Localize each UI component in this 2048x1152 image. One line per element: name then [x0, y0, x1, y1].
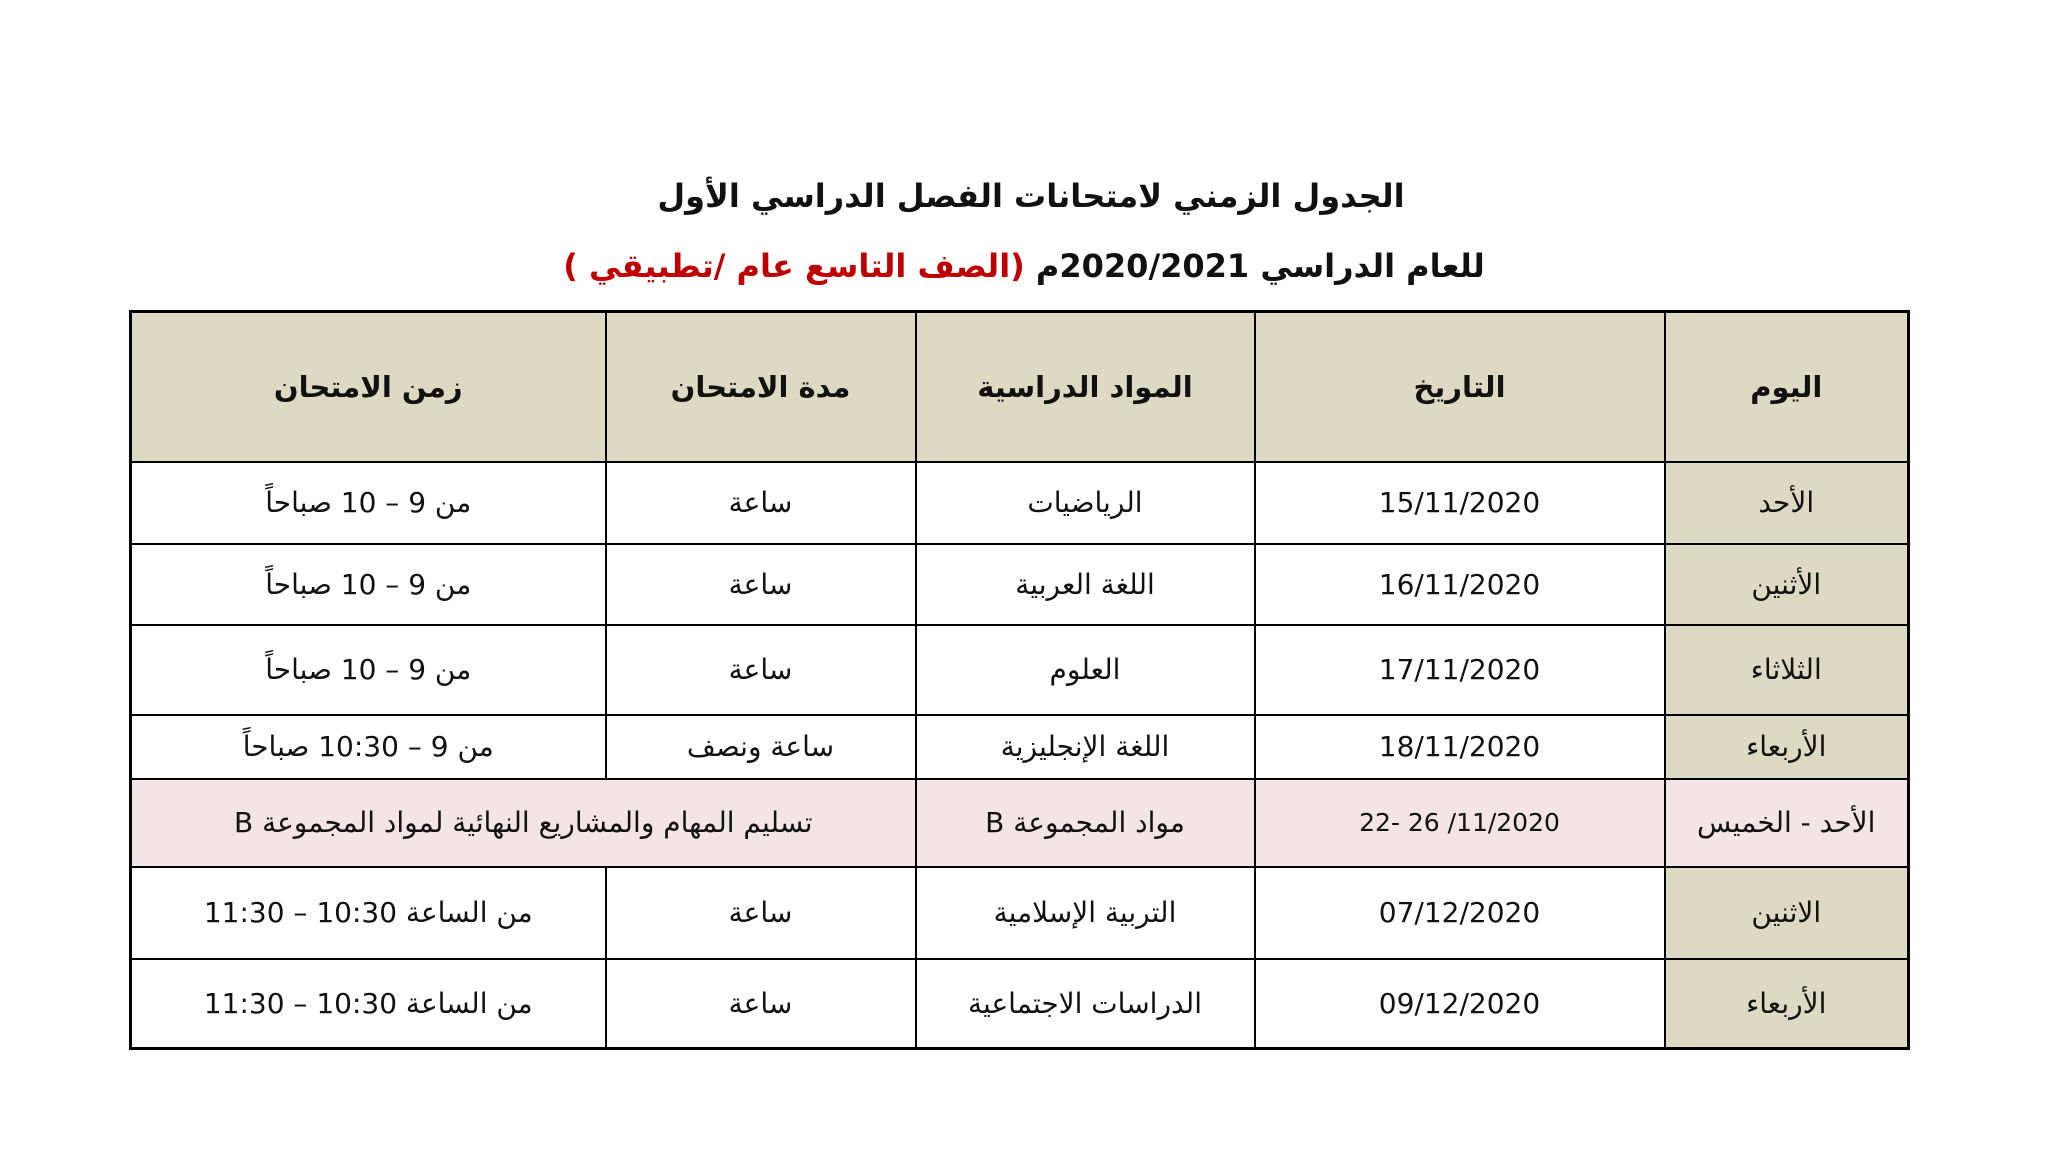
header-day: اليوم — [1665, 312, 1909, 462]
table-row — [131, 462, 1909, 544]
cell-date: 07/12/2020 — [1255, 867, 1665, 959]
cell-date: 09/12/2020 — [1255, 959, 1665, 1049]
cell-duration: ساعة — [606, 544, 916, 625]
cell-date: 18/11/2020 — [1255, 715, 1665, 779]
cell-day: الثلاثاء — [1665, 625, 1909, 715]
table-row — [131, 544, 1909, 625]
exam-schedule-table — [129, 310, 1910, 1050]
cell-time: من 9 – 10 صباحاً — [131, 462, 606, 544]
header-duration: مدة الامتحان — [606, 312, 916, 462]
table-row — [131, 959, 1909, 1049]
cell-duration: ساعة — [606, 462, 916, 544]
cell-subject: العلوم — [916, 625, 1255, 715]
cell-day: الاثنين — [1665, 867, 1909, 959]
cell-duration: ساعة — [606, 959, 916, 1049]
cell-subject: اللغة الإنجليزية — [916, 715, 1255, 779]
cell-date: 15/11/2020 — [1255, 462, 1665, 544]
cell-day: الأربعاء — [1665, 959, 1909, 1049]
cell-day: الأحد — [1665, 462, 1909, 544]
cell-time: من 9 – 10 صباحاً — [131, 544, 606, 625]
cell-subject: مواد المجموعة B — [916, 779, 1255, 867]
header-date: التاريخ — [1255, 312, 1665, 462]
cell-day: الأثنين — [1665, 544, 1909, 625]
document-subtitle — [0, 242, 2048, 290]
cell-day: الأربعاء — [1665, 715, 1909, 779]
cell-duration: ساعة ونصف — [606, 715, 916, 779]
cell-date-range: 22- 26 /11/2020 — [1255, 779, 1665, 867]
cell-duration: ساعة — [606, 625, 916, 715]
cell-date: 17/11/2020 — [1255, 625, 1665, 715]
cell-subject: التربية الإسلامية — [916, 867, 1255, 959]
cell-merged-note: تسليم المهام والمشاريع النهائية لمواد المجموعة B — [131, 779, 916, 867]
header-subject: المواد الدراسية — [916, 312, 1255, 462]
document-title: الجدول الزمني لامتحانات الفصل الدراسي الأول — [657, 177, 1405, 215]
cell-time: من الساعة 10:30 – 11:30 — [131, 867, 606, 959]
header-time: زمن الامتحان — [131, 312, 606, 462]
cell-duration: ساعة — [606, 867, 916, 959]
cell-subject: الرياضيات — [916, 462, 1255, 544]
cell-date: 16/11/2020 — [1255, 544, 1665, 625]
grade-track-label: (الصف التاسع عام /تطبيقي ) — [563, 247, 1025, 285]
cell-subject: الدراسات الاجتماعية — [916, 959, 1255, 1049]
cell-time: من 9 – 10:30 صباحاً — [131, 715, 606, 779]
table-row-group-b — [131, 779, 1909, 867]
cell-day: الأحد - الخميس — [1665, 779, 1909, 867]
cell-time: من 9 – 10 صباحاً — [131, 625, 606, 715]
table-header-row — [131, 312, 1909, 462]
table-row — [131, 625, 1909, 715]
table-row — [131, 867, 1909, 959]
academic-year-text: للعام الدراسي 2020/2021م — [1024, 247, 1485, 285]
cell-time: من الساعة 10:30 – 11:30 — [131, 959, 606, 1049]
table-row — [131, 715, 1909, 779]
cell-subject: اللغة العربية — [916, 544, 1255, 625]
